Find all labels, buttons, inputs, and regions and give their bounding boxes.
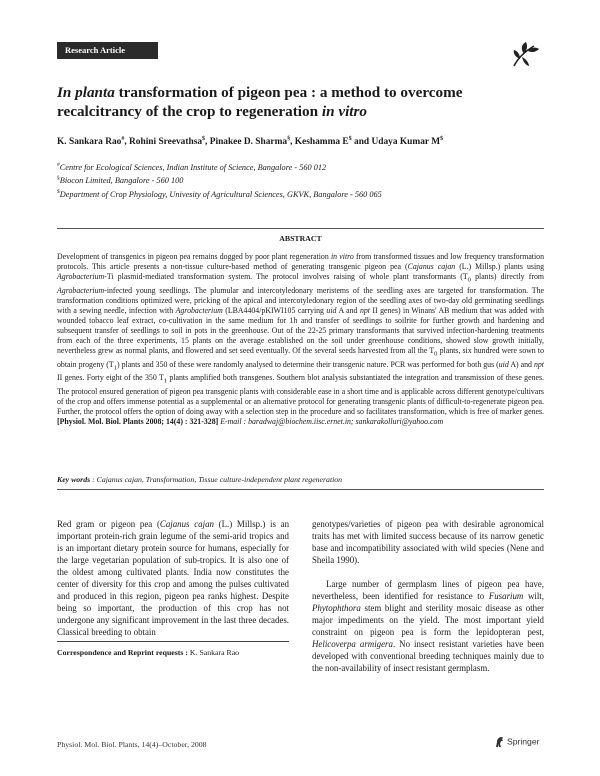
body-column-left xyxy=(57,518,289,650)
author-list: K. Sankara Rao#, Rohini Sreevathsa$, Pinakee D. Sharma§, Keshamma E$ and Udaya Kumar M$ xyxy=(57,136,444,148)
author: Udaya Kumar M xyxy=(371,137,441,148)
author: Keshamma E xyxy=(294,137,349,148)
keywords: Key words : Cajanus cajan, Transformation, Tissue culture-independent plant regeneration xyxy=(57,475,343,484)
body-paragraph: genotypes/varieties of pigeon pea with desirable agronomical traits has met with limited success because of its narrow genetic base and incompatibility associated with wild species (Nene and Sheila 1990). xyxy=(312,519,544,565)
affiliations xyxy=(57,160,547,200)
body-paragraph: Large number of germplasm lines of pigeon pea have, nevertheless, been identified for resistance to Fusarium wilt, Phytophthora stem blight and sterility mosaic disease as other major impediments on the yield. The most important yield constraint on pigeon pea is form the lepidopteran pest, Helicoverpa armigera. No insect resistant varieties have been developed with conventional breeding techniques mainly due to the non-availability of insect resistant germplasm. xyxy=(312,579,544,673)
footnote-divider xyxy=(57,641,289,642)
affiliation: $Department of Crop Physiology, Univesity of Agricultural Sciences, GKVK, Bangalore - 560 065 xyxy=(57,188,382,199)
abstract-text: Development of transgenics in pigeon pea remains dogged by poor plant regeneration in vitro from transformed tissues and low frequency transformation protocols. This article presents a non-tissue culture-based method of generating transgenic pigeon pea (Cajanus cajan (L.) Millsp.) plants using Agrobacterium-Ti plasmid-mediated transformation system. The protocol involves raising of whole plant transformants ($T_0$ plants) directly from Agrobacterium-infected young seedlings. The plumular and intercotyledonary meristems of the seedling axes are targeted for transformation. The transformation conditions optimized were, pricking of the apical and intercotyledonary region of the seedling axes of two-day old germinating seedlings with a sewing needle, infection with Agrobacterium (LBA4404/pKIWI105 carrying uid A and npt II genes) in Winans' AB medium that was added with wounded tobacco leaf extract, co-cultivation in the same medium for 1h and transfer of seedlings to soilrite for further growth and hardening and subsequent transfer of seedlings to soil in pots in the greenhouse. Out of the 22-25 primary transformants that survived infection-hardening treatments from each of the three experiments, 15 plants on the average established on the soil under greenhouse conditions, showed slow growth initially, nevertheless grew as normal plants, and flowered and set seed eventually. Of the several seeds harvested from all the $T_0$ plants, six hundred were sown to obtain progeny $(T_1)$ plants and 350 of these were randomly analysed to determine their transgenic nature. PCR was performed for both gus (uid A) and npt II genes. Forty eight of the 350 $T_1$ plants amplified both transgenes. Southern blot analysis substantiated the integration and transmission of these genes. The protocol ensured generation of pigeon pea transgenic plants with considerable ease in a short time and is applicable across different genotype/cultivars of the crop and offers immense potential as a supplemental or an alternative protocol for generating transgenic plants of difficult-to-regenerate pigeon pea. Further, the protocol offers the option of doing away with a selection step in the procedure and so facilitates transformation, which is free of marker genes. [Physiol. Mol. Biol. Plants 2008; 14(4) : 321-328] E-mail : baradwaj@biochem.iisc.ernet.in; sankarakolluri@yahoo.com xyxy=(57,252,545,426)
journal-citation: Physiol. Mol. Biol. Plants, 14(4)–October, 2008 xyxy=(57,740,207,749)
journal-seed-logo-icon xyxy=(508,38,542,72)
springer-horse-icon xyxy=(494,736,505,748)
affiliation: §Biocon Limited, Bangalore - 560 100 xyxy=(57,175,184,186)
correspondence-note: Correspondence and Reprint requests : K. Sankara Rao xyxy=(57,648,240,657)
author: K. Sankara Rao xyxy=(57,137,122,148)
abstract-heading: ABSTRACT xyxy=(279,234,322,243)
article-type-badge: Research Article xyxy=(57,42,158,59)
article-title: In planta transformation of pigeon pea : a method to overcome recalcitrancy of the crop to regeneration in vitro xyxy=(57,84,463,120)
author: Rohini Sreevathsa xyxy=(129,137,203,148)
author: Pinakee D. Sharma xyxy=(209,137,288,148)
body-column-right xyxy=(312,518,544,686)
abstract-section xyxy=(57,228,544,490)
body-paragraph: Red gram or pigeon pea (Cajanus cajan (L.) Millsp.) is an important protein-rich grain legume of the semi-arid tropics and is an important dietary protein source for humans, especially for the large vegetarian population of sub-tropics. It is also one of the oldest among cultivated plants. India now constitutes the center of diversity for this crop and among the pulses cultivated and produced in this region, pigeon pea ranks highest. Despite being so important, the production of this crop has not undergone any significant improvement in the last three decades. Classical breeding to obtain xyxy=(57,519,290,637)
publisher-mark: Springer xyxy=(494,736,539,750)
affiliation: #Centre for Ecological Sciences, Indian Institute of Science, Bangalore - 560 012 xyxy=(57,162,327,172)
